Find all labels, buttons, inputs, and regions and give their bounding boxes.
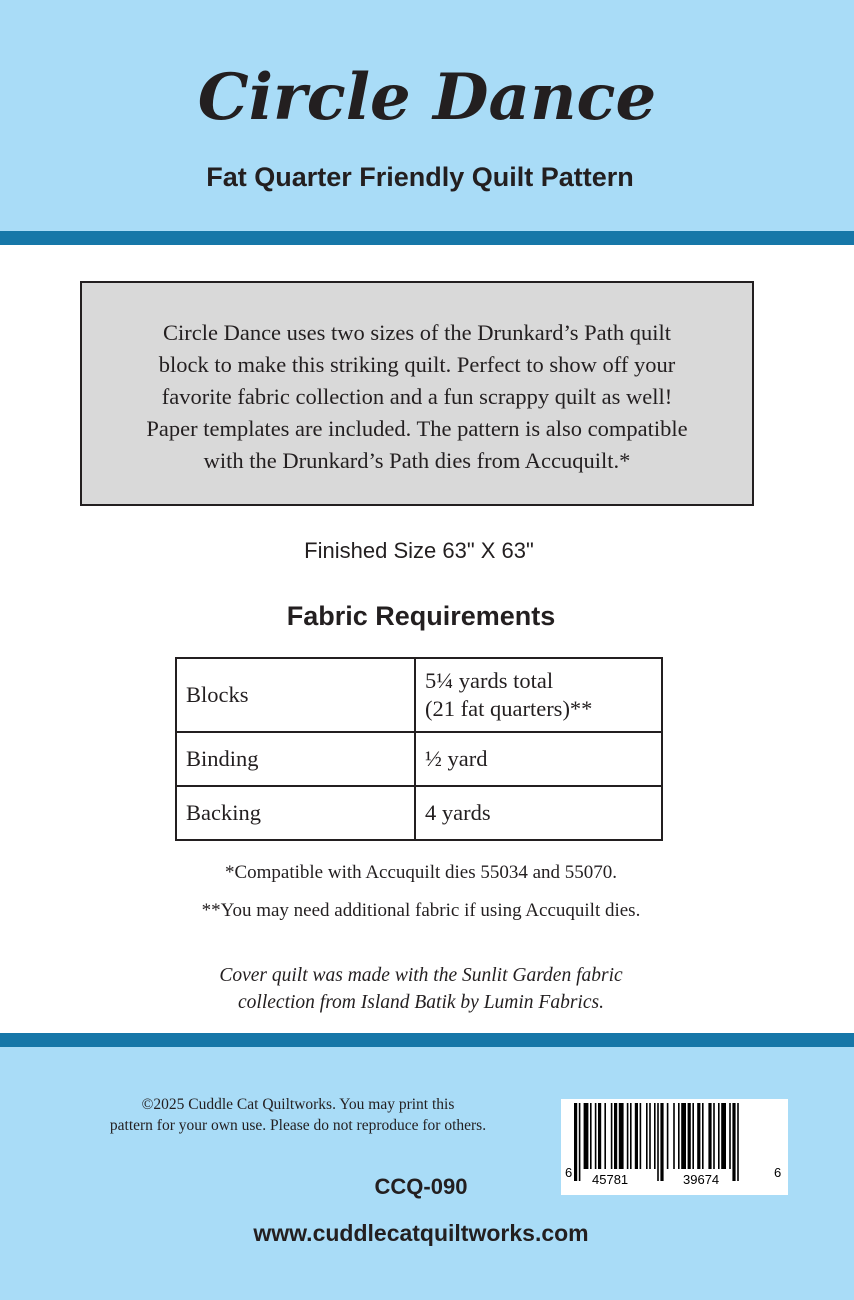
barcode-bar bbox=[654, 1103, 656, 1169]
finished-size: Finished Size 63" X 63" bbox=[304, 538, 534, 563]
barcode-bar bbox=[729, 1103, 731, 1169]
barcode-bar bbox=[667, 1103, 669, 1169]
amount-line: 5¼ yards total bbox=[425, 668, 554, 693]
barcode-bar bbox=[579, 1103, 581, 1181]
barcode-bar bbox=[614, 1103, 617, 1169]
barcode-bar bbox=[611, 1103, 613, 1169]
page-subtitle: Fat Quarter Friendly Quilt Pattern bbox=[206, 162, 634, 192]
footnote-compatible: *Compatible with Accuquilt dies 55034 and 55070. bbox=[224, 862, 618, 883]
barcode-bar bbox=[635, 1103, 638, 1169]
barcode-digits-left: 45781 bbox=[592, 1172, 629, 1187]
barcode-bar bbox=[574, 1103, 577, 1181]
barcode-bar bbox=[681, 1103, 686, 1169]
table-cell-item: Blocks bbox=[176, 658, 415, 732]
fabric-requirements-heading: Fabric Requirements bbox=[286, 601, 556, 631]
barcode-bar bbox=[627, 1103, 629, 1169]
footnote-additional-fabric: **You may need additional fabric if using Accuquilt dies. bbox=[201, 900, 641, 921]
barcode-bar bbox=[646, 1103, 648, 1169]
barcode-bar bbox=[713, 1103, 715, 1169]
copyright-notice: ©2025 Cuddle Cat Quiltworks. You may print this pattern for your own use. Please do not reproduce for others. bbox=[109, 1096, 487, 1134]
footer-stripe bbox=[0, 1033, 854, 1047]
barcode-bar bbox=[692, 1103, 694, 1169]
barcode-bar bbox=[737, 1103, 739, 1181]
barcode-bar bbox=[732, 1103, 735, 1181]
barcode-bar bbox=[657, 1103, 659, 1181]
pattern-code: CCQ-090 bbox=[374, 1174, 468, 1199]
barcode-bar bbox=[604, 1103, 606, 1169]
barcode-bar bbox=[688, 1103, 691, 1169]
barcode-digits-right: 39674 bbox=[683, 1172, 720, 1187]
description-box bbox=[80, 281, 754, 506]
barcode-bar bbox=[598, 1103, 601, 1169]
table-row bbox=[176, 732, 662, 786]
barcode-bar bbox=[595, 1103, 597, 1169]
barcode-bar bbox=[708, 1103, 711, 1169]
table-cell-amount bbox=[415, 658, 662, 732]
barcode-bar bbox=[630, 1103, 632, 1169]
barcode-bar bbox=[590, 1103, 592, 1169]
barcode-bar bbox=[660, 1103, 663, 1181]
barcode-digit-last: 6 bbox=[774, 1165, 782, 1180]
barcode-bar bbox=[697, 1103, 700, 1169]
barcode-bar bbox=[640, 1103, 642, 1169]
table-row bbox=[176, 786, 662, 840]
table-cell-item: Backing bbox=[176, 786, 415, 840]
page-title: Circle Dance bbox=[197, 60, 657, 135]
website-link[interactable]: www.cuddlecatquiltworks.com bbox=[253, 1220, 589, 1246]
cover-quilt-credit: Cover quilt was made with the Sunlit Garden fabric collection from Island Batik by Lumin Fabrics. bbox=[219, 965, 623, 1013]
barcode-bar bbox=[649, 1103, 651, 1169]
barcode-digit-first: 6 bbox=[565, 1165, 573, 1180]
header-stripe bbox=[0, 231, 854, 245]
table-cell-amount: ½ yard bbox=[415, 732, 662, 786]
table-cell-item: Binding bbox=[176, 732, 415, 786]
barcode-bar bbox=[702, 1103, 704, 1169]
barcode-bar bbox=[619, 1103, 624, 1169]
table-row bbox=[176, 658, 662, 732]
amount-line: (21 fat quarters)** bbox=[425, 696, 593, 721]
barcode-bar bbox=[584, 1103, 589, 1169]
table-cell-amount: 4 yards bbox=[415, 786, 662, 840]
barcode-bar bbox=[718, 1103, 720, 1169]
fabric-requirements-table bbox=[175, 657, 663, 841]
barcode-bar bbox=[721, 1103, 726, 1169]
barcode-bar bbox=[678, 1103, 680, 1169]
barcode-bar bbox=[673, 1103, 675, 1169]
description-text: Circle Dance uses two sizes of the Drunkard’s Path quilt block to make this striking quilt. Perfect to show off your favorite fabric collection and a fun scrappy quilt as well! Paper templates are included. The pattern is also compatible with the Drunkard’s Path dies from Accuquilt.* bbox=[146, 320, 688, 473]
